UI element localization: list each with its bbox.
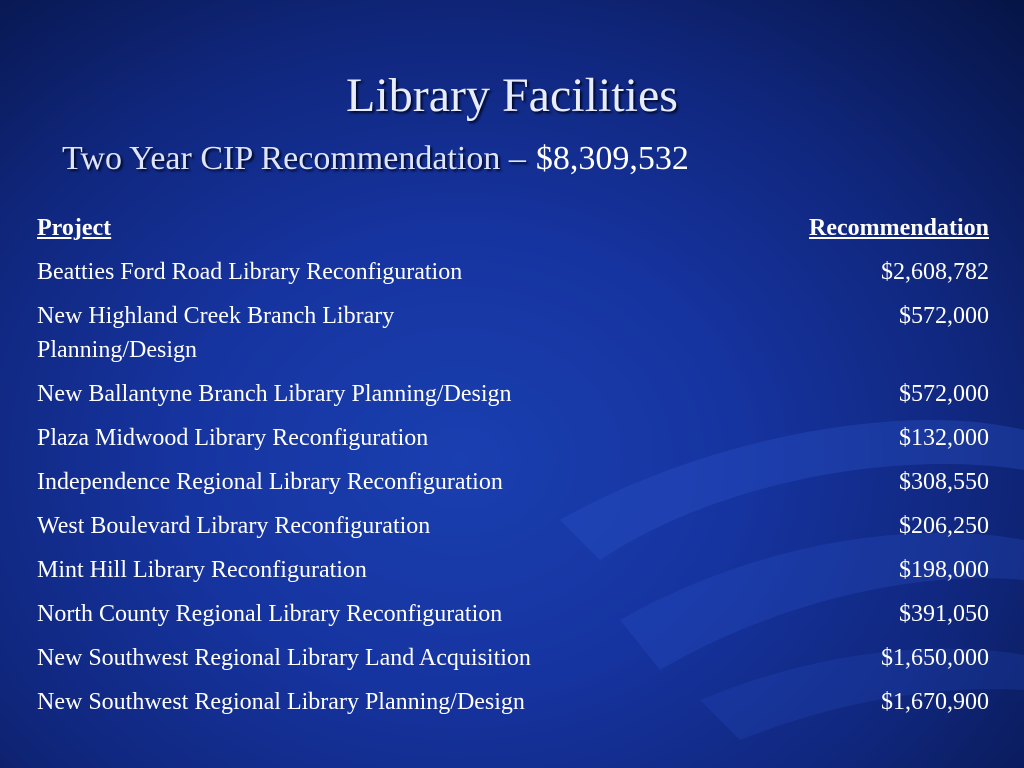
- row-recommendation: $572,000: [899, 303, 989, 329]
- recommendation-table: [37, 208, 989, 724]
- row-recommendation: $1,650,000: [881, 645, 989, 671]
- table-row: [37, 636, 989, 680]
- row-recommendation: $1,670,900: [881, 689, 989, 715]
- row-project: Independence Regional Library Reconfiguration: [37, 469, 503, 495]
- subtitle-text: Two Year CIP Recommendation –: [62, 140, 526, 177]
- table-row: [37, 592, 989, 636]
- table-row: [37, 416, 989, 460]
- slide-title: Library Facilities: [346, 69, 678, 122]
- row-recommendation: $308,550: [899, 469, 989, 495]
- table-row: [37, 504, 989, 548]
- row-project: Plaza Midwood Library Reconfiguration: [37, 425, 429, 451]
- row-project: Mint Hill Library Reconfiguration: [37, 557, 367, 583]
- table-row: [37, 680, 989, 724]
- row-project: New Ballantyne Branch Library Planning/Design: [37, 381, 512, 407]
- table-row: [37, 250, 989, 294]
- table-row: [37, 460, 989, 504]
- row-recommendation: $132,000: [899, 425, 989, 451]
- table-row: [37, 372, 989, 416]
- row-recommendation: $391,050: [899, 601, 989, 627]
- row-project: West Boulevard Library Reconfiguration: [37, 513, 431, 539]
- slide-subtitle: [62, 136, 689, 182]
- row-project: New Highland Creek Branch Library Planning/Design: [37, 303, 395, 363]
- subtitle-amount: $8,309,532: [535, 140, 689, 177]
- table-row: [37, 548, 989, 592]
- table-row: [37, 294, 989, 372]
- table-header: [37, 208, 989, 250]
- row-project: New Southwest Regional Library Land Acquisition: [37, 645, 531, 671]
- header-recommendation: Recommendation: [809, 215, 989, 241]
- row-project: New Southwest Regional Library Planning/Design: [37, 689, 525, 715]
- header-project: Project: [37, 215, 112, 241]
- row-recommendation: $572,000: [899, 381, 989, 407]
- row-recommendation: $206,250: [899, 513, 989, 539]
- row-project: Beatties Ford Road Library Reconfiguration: [37, 259, 463, 285]
- row-project: North County Regional Library Reconfiguration: [37, 601, 503, 627]
- row-recommendation: $2,608,782: [881, 259, 989, 285]
- row-recommendation: $198,000: [899, 557, 989, 583]
